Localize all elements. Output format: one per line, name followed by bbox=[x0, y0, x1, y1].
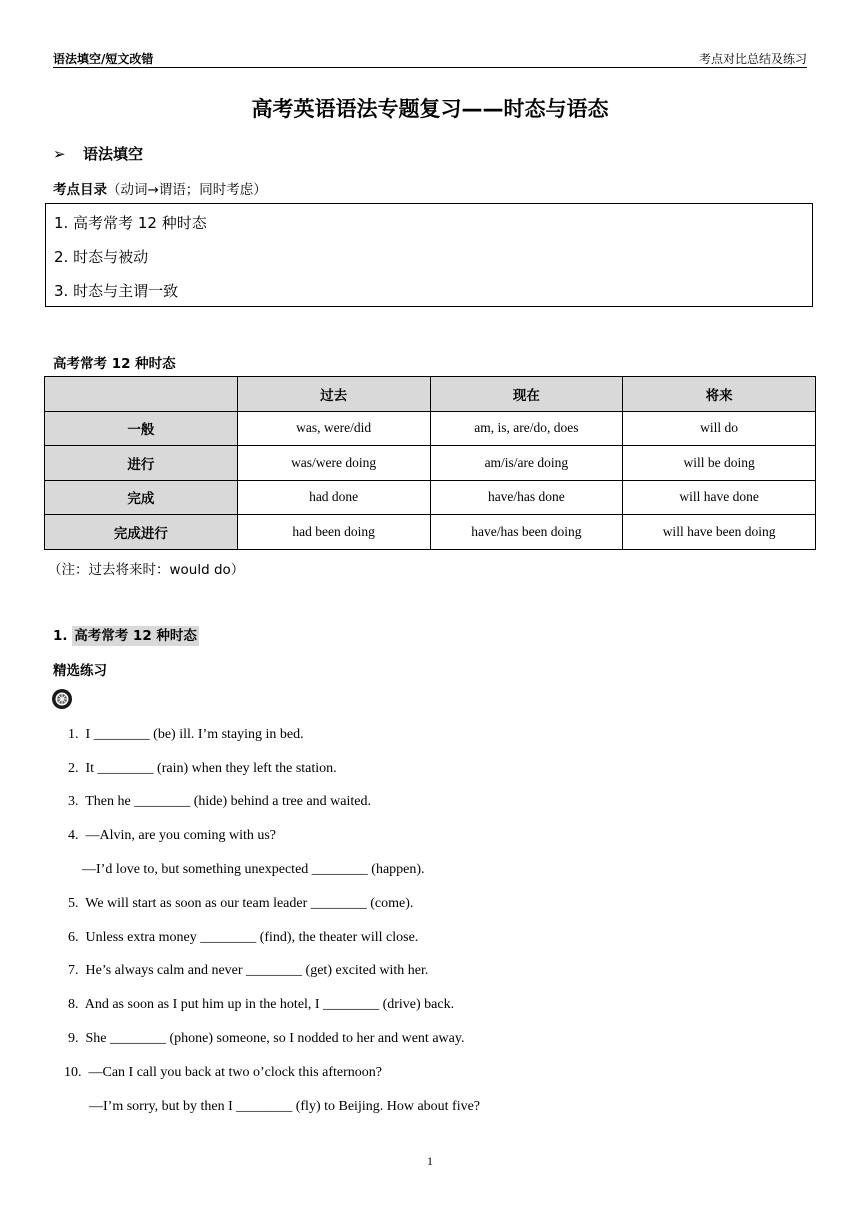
table-row bbox=[45, 411, 816, 446]
question-item: 8. And as soon as I put him up in the hotel, I ________ (drive) back. bbox=[68, 997, 455, 1012]
table-cell: will be doing bbox=[623, 446, 816, 481]
question-item: 7. He’s always calm and never ________ (get) excited with her. bbox=[68, 963, 429, 978]
practice-subheading: 精选练习 bbox=[53, 663, 107, 679]
row-header-cell: 一般 bbox=[45, 411, 238, 446]
table-row bbox=[45, 515, 816, 550]
table-title: 高考常考 12 种时态 bbox=[53, 356, 176, 372]
part-heading-label: 高考常考 12 种时态 bbox=[74, 628, 197, 644]
table-header-cell: 过去 bbox=[237, 377, 430, 412]
table-cell: am/is/are doing bbox=[430, 446, 623, 481]
question-reply: —I’d love to, but something unexpected ________ (happen). bbox=[82, 862, 425, 877]
table-header-cell bbox=[45, 377, 238, 412]
question-item: 3. Then he ________ (hide) behind a tree and waited. bbox=[68, 794, 371, 809]
header-divider bbox=[53, 67, 807, 68]
toc-item: 3. 时态与主谓一致 bbox=[54, 282, 179, 300]
toc-box bbox=[45, 203, 813, 307]
tire-icon bbox=[51, 688, 73, 710]
section-heading bbox=[53, 143, 143, 164]
page-number: 1 bbox=[427, 1154, 433, 1168]
table-header-cell: 将来 bbox=[623, 377, 816, 412]
question-reply: —I’m sorry, but by then I ________ (fly) to Beijing. How about five? bbox=[89, 1099, 481, 1114]
question-item: 4. —Alvin, are you coming with us? bbox=[68, 828, 277, 843]
question-item: 1. I ________ (be) ill. I’m staying in bed. bbox=[68, 727, 304, 742]
table-row bbox=[45, 480, 816, 515]
toc-item: 2. 时态与被动 bbox=[54, 248, 149, 266]
toc-label-note: （动词→谓语；同时考虑） bbox=[107, 182, 267, 198]
table-cell: had done bbox=[237, 480, 430, 515]
header-right-text: 考点对比总结及练习 bbox=[698, 52, 807, 66]
question-item: 9. She ________ (phone) someone, so I nodded to her and went away. bbox=[68, 1031, 465, 1046]
question-item: 10. —Can I call you back at two o’clock this afternoon? bbox=[64, 1065, 383, 1080]
section-heading-label: 语法填空 bbox=[83, 145, 144, 163]
toc-label-bold: 考点目录 bbox=[53, 182, 107, 198]
arrow-bullet-icon: ➢ bbox=[53, 145, 66, 163]
table-cell: was, were/did bbox=[237, 411, 430, 446]
table-cell: was/were doing bbox=[237, 446, 430, 481]
table-cell: had been doing bbox=[237, 515, 430, 550]
question-item: 6. Unless extra money ________ (find), the theater will close. bbox=[68, 930, 419, 945]
row-header-cell: 完成 bbox=[45, 480, 238, 515]
table-cell: will have done bbox=[623, 480, 816, 515]
table-header-row bbox=[45, 377, 816, 412]
table-cell: will have been doing bbox=[623, 515, 816, 550]
row-header-cell: 完成进行 bbox=[45, 515, 238, 550]
table-cell: will do bbox=[623, 411, 816, 446]
row-header-cell: 进行 bbox=[45, 446, 238, 481]
question-item: 2. It ________ (rain) when they left the station. bbox=[68, 761, 337, 776]
toc-item: 1. 高考常考 12 种时态 bbox=[54, 214, 207, 232]
tense-table bbox=[44, 376, 816, 550]
page-title: 高考英语语法专题复习——时态与语态 bbox=[251, 97, 609, 121]
toc-label bbox=[53, 178, 267, 198]
table-cell: am, is, are/do, does bbox=[430, 411, 623, 446]
part-number: 1. bbox=[53, 628, 68, 644]
table-note: （注：过去将来时：would do） bbox=[48, 562, 245, 578]
table-header-cell: 现在 bbox=[430, 377, 623, 412]
table-row bbox=[45, 446, 816, 481]
question-item: 5. We will start as soon as our team leader ________ (come). bbox=[68, 896, 414, 911]
part-heading bbox=[53, 624, 199, 644]
header-left-text: 语法填空/短文改错 bbox=[53, 52, 154, 66]
table-cell: have/has been doing bbox=[430, 515, 623, 550]
table-cell: have/has done bbox=[430, 480, 623, 515]
